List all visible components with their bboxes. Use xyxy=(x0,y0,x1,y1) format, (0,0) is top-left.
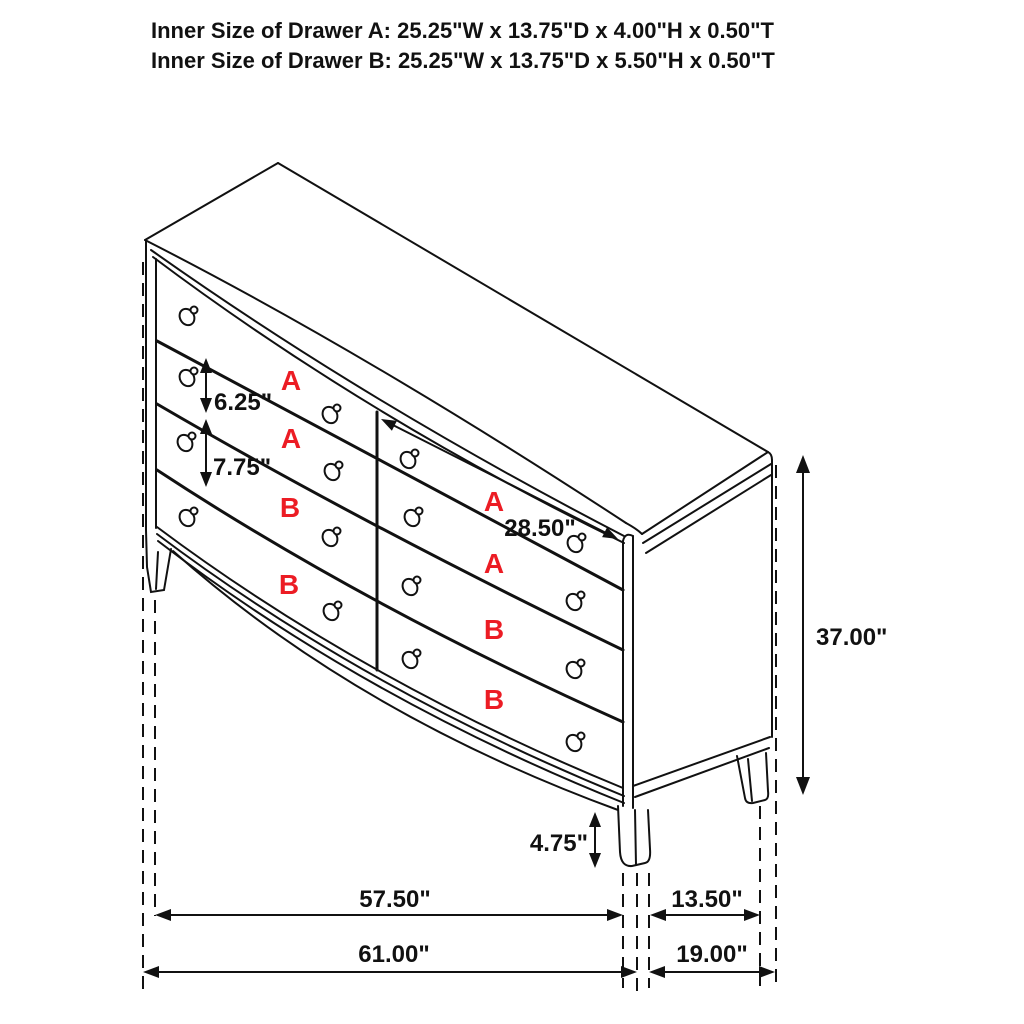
dim-overall-depth xyxy=(649,941,775,978)
dim-side-depth-between-legs xyxy=(650,886,760,921)
title-block xyxy=(151,16,775,76)
dim-leg-height xyxy=(530,812,601,868)
front-right-leg xyxy=(618,806,650,866)
drawer-knob xyxy=(320,527,341,549)
drawer-letter-right-2: A xyxy=(483,548,505,579)
back-right-leg xyxy=(737,753,768,803)
drawer-knob xyxy=(400,649,421,671)
drawer-knob xyxy=(177,507,198,529)
drawer-knob xyxy=(177,367,198,389)
drawer-letter-right-3: B xyxy=(483,614,505,645)
title-line-drawer-a: Inner Size of Drawer A: 25.25"W x 13.75"D x 4.00"H x 0.50"T xyxy=(151,18,774,43)
dim-label-37-00: 37.00" xyxy=(816,624,888,651)
dim-front-width-between-legs xyxy=(155,886,623,921)
front-left-leg xyxy=(146,530,171,592)
drawer-letter-right-1: A xyxy=(483,486,505,517)
dim-label-28-50: 28.50" xyxy=(504,515,576,542)
drawer-knob xyxy=(564,732,585,754)
dim-label-4-75: 4.75" xyxy=(529,830,588,857)
drawer-knob xyxy=(322,461,343,483)
dim-label-13-50: 13.50" xyxy=(671,886,743,913)
drawer-letter-left-4: B xyxy=(278,569,300,600)
drawer-knob xyxy=(175,432,196,454)
drawer-knob xyxy=(398,449,419,471)
drawer-knob xyxy=(402,507,423,529)
title-line-drawer-b: Inner Size of Drawer B: 25.25"W x 13.75"D x 5.50"H x 0.50"T xyxy=(151,48,775,73)
drawer-knob xyxy=(177,306,198,328)
drawer-knob xyxy=(321,601,342,623)
dresser-side-face xyxy=(633,460,772,797)
dim-drawer-b-height xyxy=(200,419,271,487)
drawer-knob xyxy=(400,576,421,598)
drawer-letter-left-1: A xyxy=(280,365,302,396)
drawer-letter-left-2: A xyxy=(280,423,302,454)
drawer-knob xyxy=(564,591,585,613)
dim-overall-width xyxy=(143,941,637,978)
dim-label-57-50: 57.50" xyxy=(359,886,431,913)
dim-overall-height xyxy=(796,455,887,795)
drawer-knob xyxy=(320,404,341,426)
drawer-letter-right-4: B xyxy=(483,684,505,715)
dim-label-61-00: 61.00" xyxy=(358,941,430,968)
dim-drawer-a-height xyxy=(200,358,272,416)
dim-label-19-00: 19.00" xyxy=(676,941,748,968)
dim-label-6-25: 6.25" xyxy=(214,389,273,416)
dim-label-7-75: 7.75" xyxy=(213,454,272,481)
drawer-knob xyxy=(564,659,585,681)
dresser-legs xyxy=(146,530,768,866)
drawer-letter-left-3: B xyxy=(279,492,301,523)
